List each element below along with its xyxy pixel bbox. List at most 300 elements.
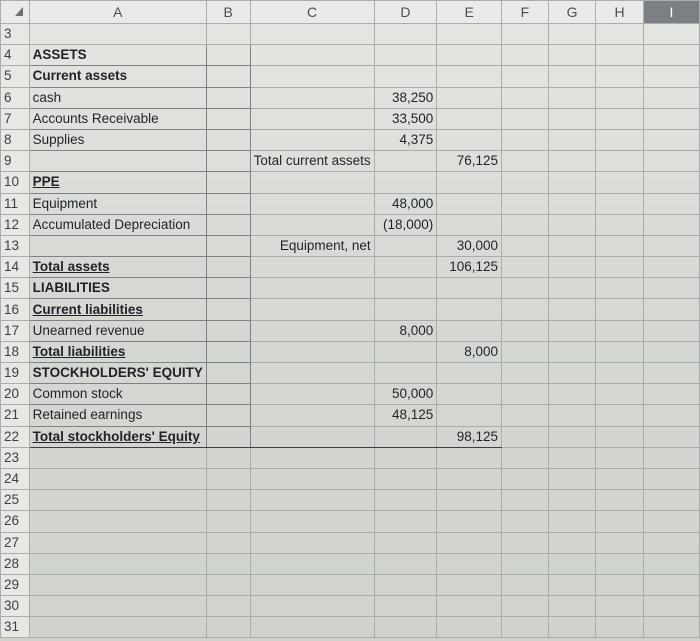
cell-d10[interactable]	[374, 172, 437, 193]
cell-g27[interactable]	[548, 532, 596, 553]
cell-a30[interactable]	[29, 596, 206, 617]
cell-e3[interactable]	[437, 24, 502, 45]
cell-c3[interactable]	[250, 24, 374, 45]
cell-d19[interactable]	[374, 363, 437, 384]
cell-e29[interactable]	[437, 574, 502, 595]
cell-f11[interactable]	[502, 193, 549, 214]
cell-f31[interactable]	[502, 617, 549, 638]
cell-h11[interactable]	[596, 193, 643, 214]
cell-b12[interactable]	[206, 214, 250, 235]
cell-b21[interactable]	[206, 405, 250, 426]
cell-f17[interactable]	[502, 320, 549, 341]
cell-i20[interactable]	[643, 384, 699, 405]
cell-d29[interactable]	[374, 574, 437, 595]
cell-a10[interactable]	[29, 172, 206, 193]
cell-i8[interactable]	[643, 129, 699, 150]
cell-d16[interactable]	[374, 299, 437, 320]
cell-h20[interactable]	[596, 384, 643, 405]
cell-d17[interactable]: 8,000	[374, 320, 437, 341]
row-header-28[interactable]: 28	[1, 553, 30, 574]
cell-a20[interactable]	[29, 384, 206, 405]
cell-h10[interactable]	[596, 172, 643, 193]
cell-a26[interactable]	[29, 511, 206, 532]
cell-f26[interactable]	[502, 511, 549, 532]
cell-g20[interactable]	[548, 384, 596, 405]
cell-d13[interactable]	[374, 235, 437, 256]
cell-d8[interactable]: 4,375	[374, 129, 437, 150]
cell-d24[interactable]	[374, 468, 437, 489]
column-header-g[interactable]: G	[548, 1, 596, 24]
cell-i22[interactable]	[643, 426, 699, 447]
cell-i18[interactable]	[643, 341, 699, 362]
cell-c24[interactable]	[250, 468, 374, 489]
cell-a13[interactable]	[29, 235, 206, 256]
cell-i30[interactable]	[643, 596, 699, 617]
cell-d20[interactable]: 50,000	[374, 384, 437, 405]
column-header-i[interactable]: I	[643, 1, 699, 24]
cell-a24[interactable]	[29, 468, 206, 489]
cell-c4[interactable]	[250, 45, 374, 66]
cell-i14[interactable]	[643, 257, 699, 278]
cell-a29[interactable]	[29, 574, 206, 595]
cell-a5[interactable]	[29, 66, 206, 87]
cell-g6[interactable]	[548, 87, 596, 108]
cell-c14[interactable]	[250, 257, 374, 278]
cell-i27[interactable]	[643, 532, 699, 553]
cell-g12[interactable]	[548, 214, 596, 235]
cell-a6[interactable]	[29, 87, 206, 108]
cell-c19[interactable]	[250, 363, 374, 384]
cell-e6[interactable]	[437, 87, 502, 108]
row-header-21[interactable]: 21	[1, 405, 30, 426]
cell-a11[interactable]	[29, 193, 206, 214]
row-header-19[interactable]: 19	[1, 363, 30, 384]
cell-d30[interactable]	[374, 596, 437, 617]
cell-h24[interactable]	[596, 468, 643, 489]
cell-e9[interactable]: 76,125	[437, 151, 502, 172]
cell-g3[interactable]	[548, 24, 596, 45]
cell-i21[interactable]	[643, 405, 699, 426]
cell-i10[interactable]	[643, 172, 699, 193]
cell-h6[interactable]	[596, 87, 643, 108]
cell-e27[interactable]	[437, 532, 502, 553]
row-header-5[interactable]: 5	[1, 66, 30, 87]
cell-b22[interactable]	[206, 426, 250, 447]
cell-g17[interactable]	[548, 320, 596, 341]
cell-e20[interactable]	[437, 384, 502, 405]
cell-i15[interactable]	[643, 278, 699, 299]
cell-g18[interactable]	[548, 341, 596, 362]
cell-e5[interactable]	[437, 66, 502, 87]
cell-g30[interactable]	[548, 596, 596, 617]
cell-d26[interactable]	[374, 511, 437, 532]
cell-h31[interactable]	[596, 617, 643, 638]
cell-h13[interactable]	[596, 235, 643, 256]
cell-b10[interactable]	[206, 172, 250, 193]
cell-g26[interactable]	[548, 511, 596, 532]
cell-g24[interactable]	[548, 468, 596, 489]
cell-c16[interactable]	[250, 299, 374, 320]
cell-i26[interactable]	[643, 511, 699, 532]
cell-b25[interactable]	[206, 490, 250, 511]
cell-b15[interactable]	[206, 278, 250, 299]
cell-e13[interactable]: 30,000	[437, 235, 502, 256]
cell-e8[interactable]	[437, 129, 502, 150]
cell-d12[interactable]: (18,000)	[374, 214, 437, 235]
cell-c8[interactable]	[250, 129, 374, 150]
cell-g7[interactable]	[548, 108, 596, 129]
cell-d27[interactable]	[374, 532, 437, 553]
cell-b17[interactable]	[206, 320, 250, 341]
cell-a22[interactable]	[29, 426, 206, 447]
cell-d5[interactable]	[374, 66, 437, 87]
cell-f12[interactable]	[502, 214, 549, 235]
cell-h3[interactable]	[596, 24, 643, 45]
cell-d7[interactable]: 33,500	[374, 108, 437, 129]
column-header-h[interactable]: H	[596, 1, 643, 24]
column-header-a[interactable]: A	[29, 1, 206, 24]
cell-b29[interactable]	[206, 574, 250, 595]
cell-h18[interactable]	[596, 341, 643, 362]
row-header-25[interactable]: 25	[1, 490, 30, 511]
cell-b28[interactable]	[206, 553, 250, 574]
cell-h25[interactable]	[596, 490, 643, 511]
cell-f25[interactable]	[502, 490, 549, 511]
cell-f13[interactable]	[502, 235, 549, 256]
cell-f3[interactable]	[502, 24, 549, 45]
column-header-e[interactable]: E	[437, 1, 502, 24]
cell-g10[interactable]	[548, 172, 596, 193]
cell-f19[interactable]	[502, 363, 549, 384]
cell-c10[interactable]	[250, 172, 374, 193]
cell-e17[interactable]	[437, 320, 502, 341]
cell-h5[interactable]	[596, 66, 643, 87]
cell-c15[interactable]	[250, 278, 374, 299]
cell-i31[interactable]	[643, 617, 699, 638]
cell-c13[interactable]	[250, 235, 374, 256]
cell-b5[interactable]	[206, 66, 250, 87]
cell-e14[interactable]: 106,125	[437, 257, 502, 278]
cell-g23[interactable]	[548, 447, 596, 468]
cell-i16[interactable]	[643, 299, 699, 320]
cell-h22[interactable]	[596, 426, 643, 447]
cell-c22[interactable]	[250, 426, 374, 447]
cell-e4[interactable]	[437, 45, 502, 66]
cell-d31[interactable]	[374, 617, 437, 638]
column-header-d[interactable]: D	[374, 1, 437, 24]
row-header-24[interactable]: 24	[1, 468, 30, 489]
row-header-26[interactable]: 26	[1, 511, 30, 532]
row-header-23[interactable]: 23	[1, 447, 30, 468]
cell-c29[interactable]	[250, 574, 374, 595]
cell-e31[interactable]	[437, 617, 502, 638]
cell-c28[interactable]	[250, 553, 374, 574]
cell-a27[interactable]	[29, 532, 206, 553]
cell-d18[interactable]	[374, 341, 437, 362]
row-header-10[interactable]: 10	[1, 172, 30, 193]
cell-f5[interactable]	[502, 66, 549, 87]
cell-h15[interactable]	[596, 278, 643, 299]
cell-d22[interactable]	[374, 426, 437, 447]
row-header-4[interactable]: 4	[1, 45, 30, 66]
cell-i7[interactable]	[643, 108, 699, 129]
cell-f24[interactable]	[502, 468, 549, 489]
cell-b3[interactable]	[206, 24, 250, 45]
cell-c5[interactable]	[250, 66, 374, 87]
cell-i24[interactable]	[643, 468, 699, 489]
cell-c11[interactable]	[250, 193, 374, 214]
row-header-12[interactable]: 12	[1, 214, 30, 235]
cell-i25[interactable]	[643, 490, 699, 511]
cell-h7[interactable]	[596, 108, 643, 129]
cell-i28[interactable]	[643, 553, 699, 574]
cell-h23[interactable]	[596, 447, 643, 468]
cell-i6[interactable]	[643, 87, 699, 108]
cell-e11[interactable]	[437, 193, 502, 214]
cell-b23[interactable]	[206, 447, 250, 468]
cell-c12[interactable]	[250, 214, 374, 235]
cell-h17[interactable]	[596, 320, 643, 341]
cell-f18[interactable]	[502, 341, 549, 362]
cell-a7[interactable]	[29, 108, 206, 129]
cell-c25[interactable]	[250, 490, 374, 511]
row-header-31[interactable]: 31	[1, 617, 30, 638]
cell-d9[interactable]	[374, 151, 437, 172]
cell-a4[interactable]	[29, 45, 206, 66]
cell-b31[interactable]	[206, 617, 250, 638]
cell-h19[interactable]	[596, 363, 643, 384]
cell-c27[interactable]	[250, 532, 374, 553]
cell-f15[interactable]	[502, 278, 549, 299]
cell-g14[interactable]	[548, 257, 596, 278]
cell-f10[interactable]	[502, 172, 549, 193]
cell-g8[interactable]	[548, 129, 596, 150]
cell-a8[interactable]	[29, 129, 206, 150]
cell-g22[interactable]	[548, 426, 596, 447]
cell-c26[interactable]	[250, 511, 374, 532]
cell-a28[interactable]	[29, 553, 206, 574]
cell-g16[interactable]	[548, 299, 596, 320]
cell-c20[interactable]	[250, 384, 374, 405]
cell-e30[interactable]	[437, 596, 502, 617]
cell-b30[interactable]	[206, 596, 250, 617]
cell-b27[interactable]	[206, 532, 250, 553]
row-header-15[interactable]: 15	[1, 278, 30, 299]
cell-e25[interactable]	[437, 490, 502, 511]
cell-h28[interactable]	[596, 553, 643, 574]
cell-a18[interactable]	[29, 341, 206, 362]
column-header-f[interactable]: F	[502, 1, 549, 24]
cell-g9[interactable]	[548, 151, 596, 172]
cell-h4[interactable]	[596, 45, 643, 66]
cell-h30[interactable]	[596, 596, 643, 617]
cell-a31[interactable]	[29, 617, 206, 638]
cell-i13[interactable]	[643, 235, 699, 256]
row-header-13[interactable]: 13	[1, 235, 30, 256]
cell-a21[interactable]	[29, 405, 206, 426]
cell-b26[interactable]	[206, 511, 250, 532]
row-header-3[interactable]: 3	[1, 24, 30, 45]
cell-g4[interactable]	[548, 45, 596, 66]
cell-a15[interactable]	[29, 278, 206, 299]
column-header-b[interactable]: B	[206, 1, 250, 24]
cell-c30[interactable]	[250, 596, 374, 617]
cell-e7[interactable]	[437, 108, 502, 129]
cell-f22[interactable]	[502, 426, 549, 447]
row-header-18[interactable]: 18	[1, 341, 30, 362]
cell-d21[interactable]: 48,125	[374, 405, 437, 426]
cell-b7[interactable]	[206, 108, 250, 129]
cell-b8[interactable]	[206, 129, 250, 150]
cell-i19[interactable]	[643, 363, 699, 384]
row-header-20[interactable]: 20	[1, 384, 30, 405]
cell-c23[interactable]	[250, 447, 374, 468]
cell-e21[interactable]	[437, 405, 502, 426]
cell-i3[interactable]	[643, 24, 699, 45]
cell-a3[interactable]	[29, 24, 206, 45]
cell-i11[interactable]	[643, 193, 699, 214]
cell-f23[interactable]	[502, 447, 549, 468]
cell-h16[interactable]	[596, 299, 643, 320]
row-header-6[interactable]: 6	[1, 87, 30, 108]
cell-f29[interactable]	[502, 574, 549, 595]
cell-g25[interactable]	[548, 490, 596, 511]
row-header-14[interactable]: 14	[1, 257, 30, 278]
cell-f21[interactable]	[502, 405, 549, 426]
cell-d11[interactable]: 48,000	[374, 193, 437, 214]
row-header-22[interactable]: 22	[1, 426, 30, 447]
cell-f30[interactable]	[502, 596, 549, 617]
cell-a9[interactable]	[29, 151, 206, 172]
cell-i23[interactable]	[643, 447, 699, 468]
cell-i17[interactable]	[643, 320, 699, 341]
cell-f14[interactable]	[502, 257, 549, 278]
row-header-16[interactable]: 16	[1, 299, 30, 320]
cell-e22[interactable]: 98,125	[437, 426, 502, 447]
cell-i4[interactable]	[643, 45, 699, 66]
cell-g29[interactable]	[548, 574, 596, 595]
cell-i9[interactable]	[643, 151, 699, 172]
cell-a23[interactable]	[29, 447, 206, 468]
cell-g28[interactable]	[548, 553, 596, 574]
cell-b16[interactable]	[206, 299, 250, 320]
cell-h9[interactable]	[596, 151, 643, 172]
row-header-27[interactable]: 27	[1, 532, 30, 553]
cell-g21[interactable]	[548, 405, 596, 426]
cell-g11[interactable]	[548, 193, 596, 214]
cell-c18[interactable]	[250, 341, 374, 362]
cell-c7[interactable]	[250, 108, 374, 129]
cell-c21[interactable]	[250, 405, 374, 426]
cell-d28[interactable]	[374, 553, 437, 574]
cell-g31[interactable]	[548, 617, 596, 638]
cell-e16[interactable]	[437, 299, 502, 320]
cell-b9[interactable]	[206, 151, 250, 172]
row-header-29[interactable]: 29	[1, 574, 30, 595]
cell-f16[interactable]	[502, 299, 549, 320]
cell-b24[interactable]	[206, 468, 250, 489]
cell-e12[interactable]	[437, 214, 502, 235]
cell-d25[interactable]	[374, 490, 437, 511]
cell-f9[interactable]	[502, 151, 549, 172]
cell-d15[interactable]	[374, 278, 437, 299]
cell-c17[interactable]	[250, 320, 374, 341]
cell-f8[interactable]	[502, 129, 549, 150]
cell-d23[interactable]	[374, 447, 437, 468]
cell-a16[interactable]	[29, 299, 206, 320]
row-header-7[interactable]: 7	[1, 108, 30, 129]
cell-e19[interactable]	[437, 363, 502, 384]
select-all-corner[interactable]	[1, 1, 30, 24]
cell-d4[interactable]	[374, 45, 437, 66]
cell-a17[interactable]	[29, 320, 206, 341]
cell-h12[interactable]	[596, 214, 643, 235]
cell-f20[interactable]	[502, 384, 549, 405]
cell-e24[interactable]	[437, 468, 502, 489]
cell-h8[interactable]	[596, 129, 643, 150]
cell-a14[interactable]	[29, 257, 206, 278]
column-header-c[interactable]: C	[250, 1, 374, 24]
row-header-8[interactable]: 8	[1, 129, 30, 150]
row-header-9[interactable]: 9	[1, 151, 30, 172]
cell-f7[interactable]	[502, 108, 549, 129]
cell-b6[interactable]	[206, 87, 250, 108]
cell-f6[interactable]	[502, 87, 549, 108]
cell-a12[interactable]	[29, 214, 206, 235]
cell-b20[interactable]	[206, 384, 250, 405]
cell-h21[interactable]	[596, 405, 643, 426]
cell-b4[interactable]	[206, 45, 250, 66]
cell-g15[interactable]	[548, 278, 596, 299]
cell-g19[interactable]	[548, 363, 596, 384]
cell-i5[interactable]	[643, 66, 699, 87]
cell-g13[interactable]	[548, 235, 596, 256]
cell-b13[interactable]	[206, 235, 250, 256]
cell-d6[interactable]: 38,250	[374, 87, 437, 108]
cell-c9[interactable]	[250, 151, 374, 172]
cell-b19[interactable]	[206, 363, 250, 384]
cell-e15[interactable]	[437, 278, 502, 299]
cell-b14[interactable]	[206, 257, 250, 278]
cell-h29[interactable]	[596, 574, 643, 595]
cell-c31[interactable]	[250, 617, 374, 638]
cell-e28[interactable]	[437, 553, 502, 574]
cell-e10[interactable]	[437, 172, 502, 193]
cell-h26[interactable]	[596, 511, 643, 532]
cell-e18[interactable]: 8,000	[437, 341, 502, 362]
cell-d3[interactable]	[374, 24, 437, 45]
cell-b18[interactable]	[206, 341, 250, 362]
row-header-17[interactable]: 17	[1, 320, 30, 341]
cell-f27[interactable]	[502, 532, 549, 553]
cell-h27[interactable]	[596, 532, 643, 553]
cell-a25[interactable]	[29, 490, 206, 511]
cell-i29[interactable]	[643, 574, 699, 595]
row-header-11[interactable]: 11	[1, 193, 30, 214]
cell-e23[interactable]	[437, 447, 502, 468]
cell-e26[interactable]	[437, 511, 502, 532]
cell-g5[interactable]	[548, 66, 596, 87]
cell-i12[interactable]	[643, 214, 699, 235]
cell-f28[interactable]	[502, 553, 549, 574]
cell-b11[interactable]	[206, 193, 250, 214]
cell-f4[interactable]	[502, 45, 549, 66]
cell-d14[interactable]	[374, 257, 437, 278]
cell-h14[interactable]	[596, 257, 643, 278]
row-header-30[interactable]: 30	[1, 596, 30, 617]
cell-c6[interactable]	[250, 87, 374, 108]
cell-a19[interactable]	[29, 363, 206, 384]
